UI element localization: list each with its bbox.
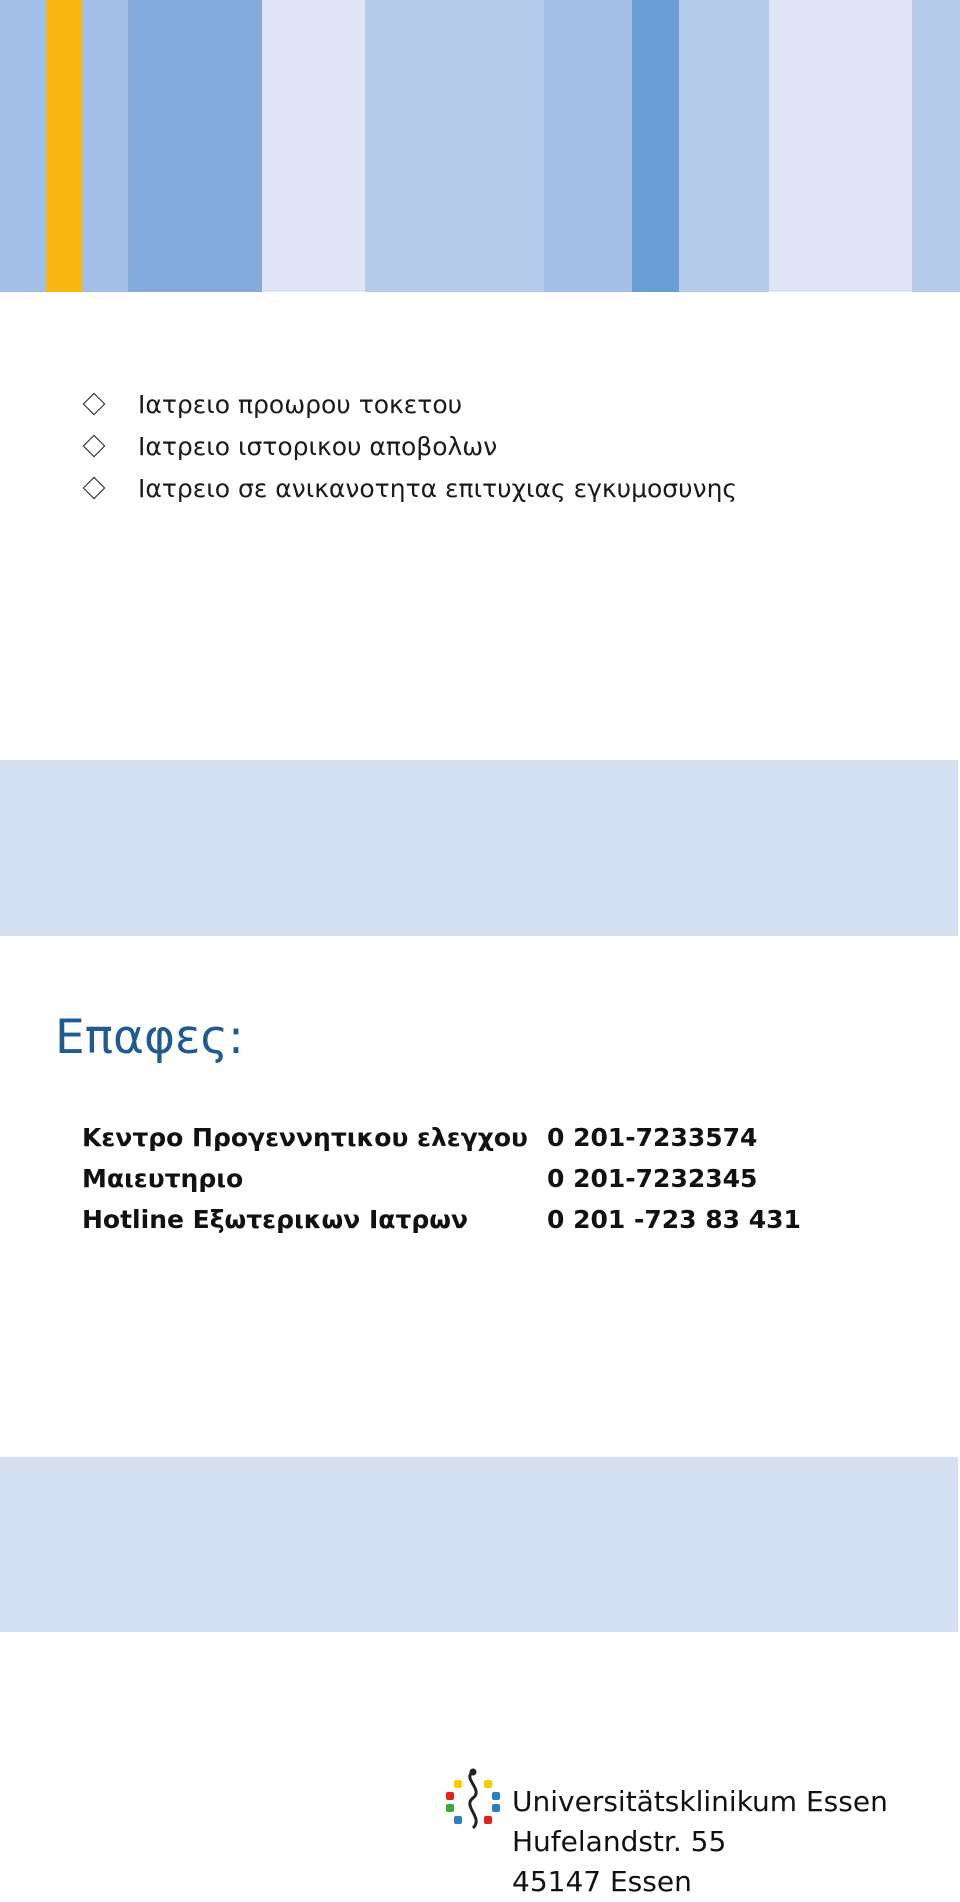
- list-item: [82, 467, 737, 509]
- contact-name: Hotline Εξωτερικων Ιατρων: [82, 1205, 469, 1234]
- stripe: [912, 0, 960, 292]
- contact-row: [82, 1199, 801, 1240]
- contacts-heading: Επαφες:: [55, 1010, 244, 1065]
- feature-label: Ιατρειο προωρου τοκετου: [138, 389, 463, 419]
- contact-name: Μαιευτηριο: [82, 1164, 244, 1193]
- header-stripes: [0, 0, 960, 292]
- stripe: [262, 0, 365, 292]
- stripe: [679, 0, 769, 292]
- contacts-table: [82, 1117, 801, 1240]
- stripe: [365, 0, 544, 292]
- contact-name: Κεντρο Προγεννητικου ελεγχου: [82, 1123, 528, 1152]
- contact-phone[interactable]: 0 201-7233574: [547, 1123, 758, 1152]
- stripe: [632, 0, 679, 292]
- address-block: [512, 1782, 888, 1902]
- feature-label: Ιατρειο ιστορικου αποβολων: [138, 431, 498, 461]
- contact-phone[interactable]: 0 201 -723 83 431: [547, 1205, 801, 1234]
- address-line: Universitätsklinikum Essen: [512, 1785, 888, 1818]
- contact-row: [82, 1158, 801, 1199]
- diamond-bullet-icon: [83, 477, 106, 500]
- light-blue-band: [0, 760, 958, 936]
- feature-list: [82, 383, 737, 509]
- address-line: 45147 Essen: [512, 1865, 692, 1898]
- stripe: [82, 0, 128, 292]
- stripe: [128, 0, 262, 292]
- light-blue-band: [0, 1457, 958, 1632]
- diamond-bullet-icon: [83, 435, 106, 458]
- address-line: Hufelandstr. 55: [512, 1825, 727, 1858]
- contact-phone[interactable]: 0 201-7232345: [547, 1164, 758, 1193]
- list-item: [82, 425, 737, 467]
- stripe: [46, 0, 82, 292]
- diamond-bullet-icon: [83, 393, 106, 416]
- stripe: [0, 0, 46, 292]
- stripe: [769, 0, 912, 292]
- stripe: [544, 0, 632, 292]
- list-item: [82, 383, 737, 425]
- feature-label: Ιατρειο σε ανικανοτητα επιτυχιας εγκυμοσυνης: [138, 473, 738, 503]
- contact-row: [82, 1117, 801, 1158]
- university-hospital-logo-icon: [444, 1768, 502, 1834]
